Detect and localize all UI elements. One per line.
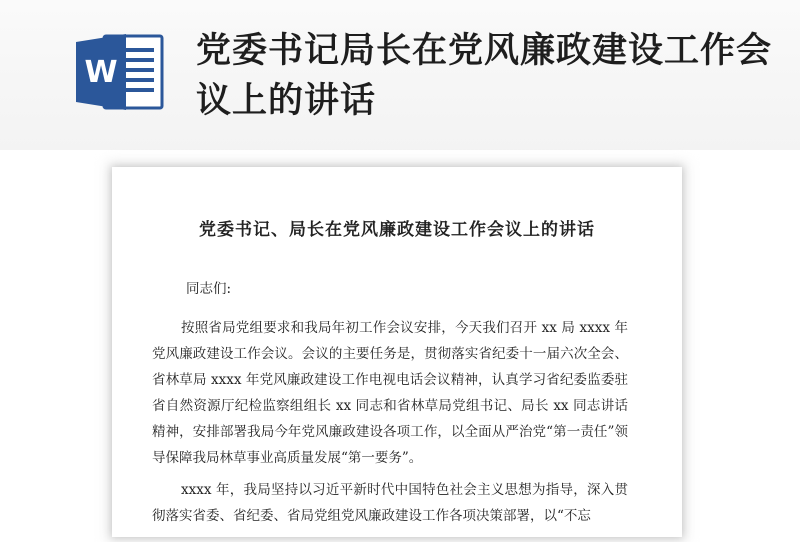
paragraph-2: xxxx 年，我局坚持以习近平新时代中国特色社会主义思想为指导，深入贯彻落实省委、省纪委、省局党组党风廉政建设工作各项决策部署，以“不忘	[152, 482, 628, 524]
header-banner	[0, 0, 800, 150]
paragraph-1: 按照省局党组要求和我局年初工作会议安排，今天我们召开 xx 局 xxxx 年党风廉政建设工作会议。会议的主要任务是，贯彻落实省纪委十一届六次全会、省林草局 xxxx 年党风廉政建设工作电视电话会议精神，认真学习省纪委监委驻省自然资源厅纪检监察组组长 xx 同志和省林草局党组书记、局长 xx 同志讲话精神，安排部署我局今年党风廉政建设各项工作，以全面从严治党“第一责任”领导保障我局林草事业高质量发展“第一要务”。	[152, 320, 628, 466]
salutation: 同志们:	[186, 281, 232, 297]
word-icon	[74, 30, 166, 114]
document-page	[112, 167, 682, 537]
document-title: 党委书记局长在党风廉政建设工作会议上的讲话	[196, 31, 773, 121]
word-icon-letter: W	[84, 55, 118, 90]
document-heading: 党委书记、局长在党风廉政建设工作会议上的讲话	[199, 220, 595, 240]
